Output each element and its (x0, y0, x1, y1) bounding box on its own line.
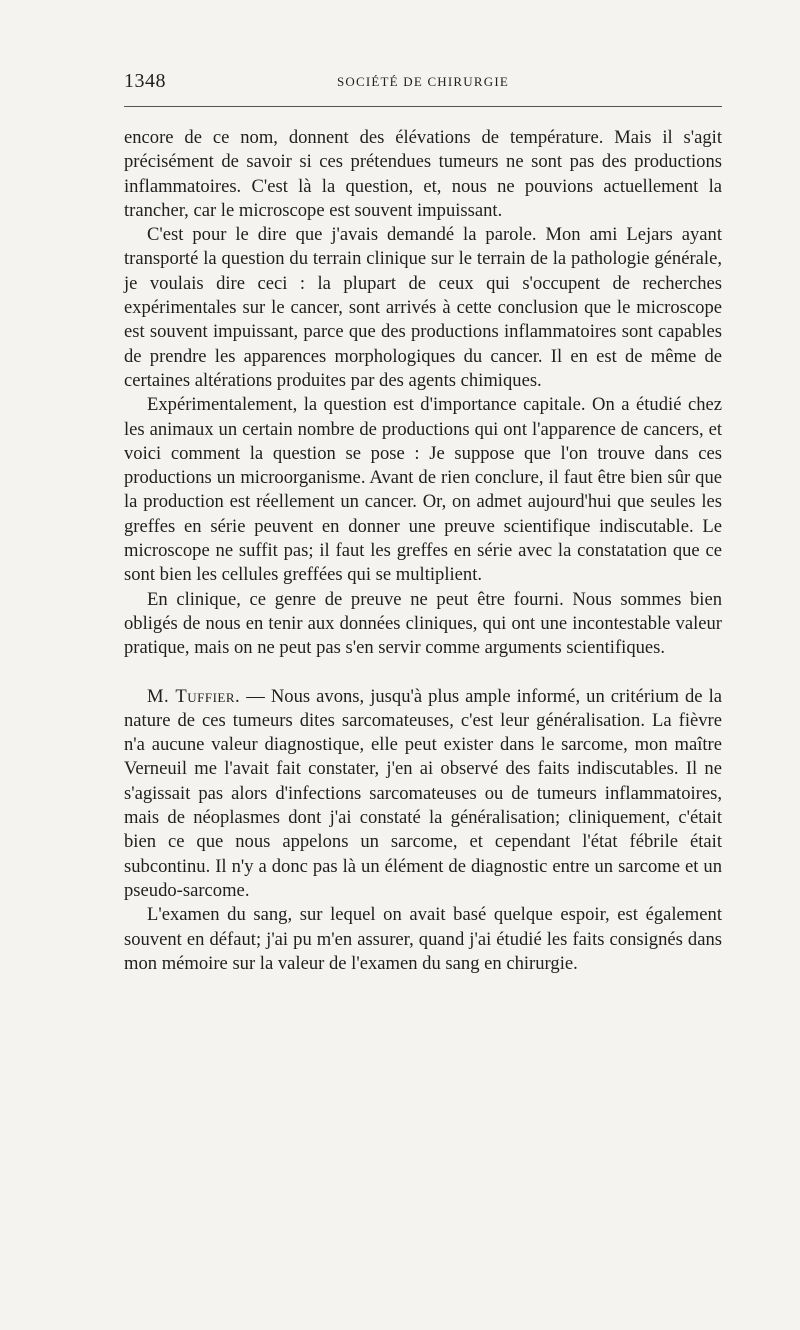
body-text (124, 126, 722, 976)
running-head (124, 70, 722, 100)
speech-paragraph (124, 685, 722, 904)
page-number: 1348 (124, 70, 166, 92)
paragraph: Expérimentalement, la question est d'importance capitale. On a étudié chez les animaux un certain nombre de productions qui ont l'apparence de cancers, et voici comment la question se pose : Je suppose que l'on trouve dans ces productions un microorganisme. Avant de rien conclure, il faut être bien sûr que la production est réellement un cancer. Or, on admet aujourd'hui que seules les greffes en série peuvent en donner une preuve scientifique indiscutable. Le microscope ne suffit pas; il faut les greffes en série avec la constatation que ce sont bien les cellules greffées qui se multiplient. (124, 394, 722, 586)
paragraph: En clinique, ce genre de preuve ne peut être fourni. Nous sommes bien obligés de nous en tenir aux données cliniques, qui ont une incontestable valeur pratique, mais on ne peut pas s'en servir comme arguments scientifiques. (124, 588, 722, 659)
speech-text: — Nous avons, jusqu'à plus ample informé, un critérium de la nature de ces tumeurs dites sarcomateuses, c'est leur généralisation. La fièvre n'a aucune valeur diagnostique, elle peut exister dans le sarcome, mon maître Verneuil me l'avait fait constater, j'en ai observé des faits indiscutables. Il ne s'agissait pas alors d'infections sarcomateuses ou de tumeurs inflammatoires, mais de néoplasmes dont j'ai constaté la généralisation; cliniquement, c'était bien ce que nous appelons un sarcome, et cependant l'état fébrile était subcontinu. Il n'y a donc pas là un élément de diagnostic entre un sarcome et un pseudo-sarcome. (124, 685, 722, 901)
header-rule (124, 106, 722, 107)
speaker-name: M. Tuffier. (147, 685, 241, 707)
paragraph: C'est pour le dire que j'avais demandé la parole. Mon ami Lejars ayant transporté la question du terrain clinique sur le terrain de la pathologie générale, je voulais dire ceci : la plupart de ceux qui s'occupent de recherches expérimentales sur le cancer, sont arrivés à cette conclusion que le microscope est souvent impuissant, parce que des productions inflammatoires sont capables de prendre les apparences morphologiques du cancer. Il en est de même de certaines altérations produites par des agents chimiques. (124, 224, 722, 391)
running-title: SOCIÉTÉ DE CHIRURGIE (336, 74, 510, 89)
paragraph: L'examen du sang, sur lequel on avait basé quelque espoir, est également souvent en défaut; j'ai pu m'en assurer, quand j'ai étudié les faits consignés dans mon mémoire sur la valeur de l'examen du sang en chirurgie. (124, 904, 722, 974)
paragraph-continued: encore de ce nom, donnent des élévations de température. Mais il s'agit précisément de savoir si ces prétendues tumeurs ne sont pas des productions inflammatoires. C'est là la question, et, nous ne pouvions actuellement la trancher, car le microscope est souvent impuissant. (124, 127, 722, 221)
